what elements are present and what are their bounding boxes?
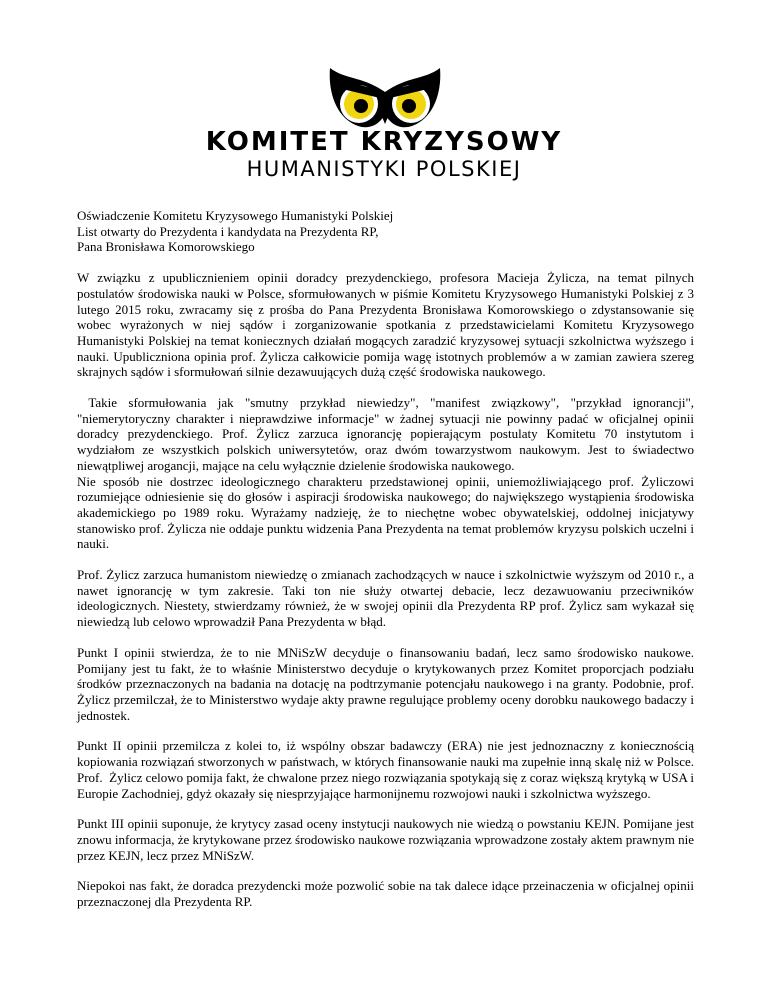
- statement-title: Oświadczenie Komitetu Kryzysowego Humanistyki Polskiej: [77, 208, 394, 223]
- committee-logo: [0, 0, 768, 190]
- paragraph-4: Prof. Żylicz zarzuca humanistom niewiedzę o zmianach zachodzących w nauce i szkolnictwie wyższym od 2010 r., a nawet ignorancję w tym zakresie. Taki ton nie służy otwartej debacie, lecz dezawuowaniu przeciwników ideologicznych. Niestety, stwierdzamy również, że w swojej opinii dla Prezydenta RP prof. Żylicz sam wykazał się niewiedzą lub celowo wprowadził Pana Prezydenta w błąd.: [77, 567, 694, 630]
- paragraph-6: Punkt II opinii przemilcza z kolei to, iż wspólny obszar badawczy (ERA) nie jest jednoznaczny z koniecznością kopiowania rozwiązań stworzonych w państwach, w których finansowanie nauki ma zupełnie inną skalę niż w Polsce. Prof. Żylicz celowo pomija fakt, że chwalone przez niego rozwiązania spotykają się z coraz większą krytyką w USA i Europie Zachodniej, gdyż okazały się niesprzyjające harmonijnemu rozwojowi nauki i szkolnictwa wyższego.: [77, 738, 701, 801]
- paragraph-7: Punkt III opinii suponuje, że krytycy zasad oceny instytucji naukowych nie wiedzą o powstaniu KEJN. Pomijane jest znowu informacja, że krytykowane przez środowisko naukowe rozwiązania wprowadzone zostały aktem prawnym nie przez KEJN, lecz przez MNiSzW.: [77, 816, 694, 863]
- paragraph-3: Nie sposób nie dostrzec ideologicznego charakteru przedstawionej opinii, uniemożliwiającego prof. Żyliczowi rozumiejące odniesienie się do głosów i aspiracji środowiska naukowego; do największego wystąpienia środowiska akademickiego po 1989 roku. Wyrażamy nadzieję, że to niechętne wobec obywatelskiej, oddolnej inicjatywy stanowisko prof. Żylicza nie oddaje punktu widzenia Pana Prezydenta na temat problemów kryzysu polskich uczelni i nauki.: [77, 473, 694, 552]
- addressee: Pana Bronisława Komorowskiego: [77, 239, 255, 255]
- letter-header: [77, 208, 694, 255]
- paragraph-8: Niepokoi nas fakt, że doradca prezydencki może pozwolić sobie na tak dalece idące przeinaczenia w oficjalnej opinii przeznaczonej dla Prezydenta RP.: [77, 878, 694, 910]
- paragraph-2: Takie sformułowania jak "smutny przykład niewiedzy", "manifest związkowy", "przykład ignorancji", "niemerytoryczny charakter i nieprawdziwe informacje" w żadnej sytuacji nie powinny padać w oficjalnej opinii doradcy prezydenckiego. Prof. Żylicz zarzuca ignorancję popierającym postulaty Komitetu 70 instytutom i wydziałom ze wszystkich polskich uniwersytetów, oraz dwóm towarzystwom naukowym. Jest to świadectwo niewątpliwej arogancji, mające na celu wyłącznie dzielenie środowiska naukowego.: [77, 395, 698, 473]
- paragraph-5: Punkt I opinii stwierdza, że to nie MNiSzW decyduje o finansowaniu badań, lecz samo środowisko naukowe. Pomijany jest tu fakt, że to właśnie Ministerstwo decyduje o krytykowanych przez Komitet proporcjach podziału środków przeznaczonych na badania na dotację na podtrzymanie potencjału naukowego i na granty. Podobnie, prof. Żylicz przemilczał, że to Ministerstwo wydaje akty prawne regulujące problemy oceny dorobku naukowego badaczy i jednostek.: [77, 644, 694, 723]
- paragraph-1: W związku z upublicznieniem opinii doradcy prezydenckiego, profesora Macieja Żylicza, na temat pilnych postulatów środowiska nauki w Polsce, sformułowanych w piśmie Komitetu Kryzysowego Humanistyki Polskiej z 3 lutego 2015 roku, zwracamy się z prośba do Pana Prezydenta Bronisława Komorowskiego o zdystansowanie się wobec wyrażonych w niej sądów i zorganizowanie spotkania z przedstawicielami Komitetu Kryzysowego Humanistyki Polskiej na temat koniecznych działań mogących zaradzić kryzysowej sytuacji szkolnictwa wyższego i nauki. Upubliczniona opinia prof. Żylicza całkowicie pomija wagę istotnych problemów a w zamian zawiera szereg skrajnych sądów i sformułowań silnie dezawuujących dużą część środowiska naukowego.: [77, 270, 694, 380]
- owl-eyes-icon: [328, 66, 442, 130]
- brand-title: KOMITET KRYZYSOWY: [205, 127, 563, 157]
- letter-body: [77, 208, 701, 910]
- letter-subtitle: List otwarty do Prezydenta i kandydata na Prezydenta RP,: [77, 223, 379, 239]
- brand-subtitle: HUMANISTYKI POLSKIEJ: [246, 157, 522, 181]
